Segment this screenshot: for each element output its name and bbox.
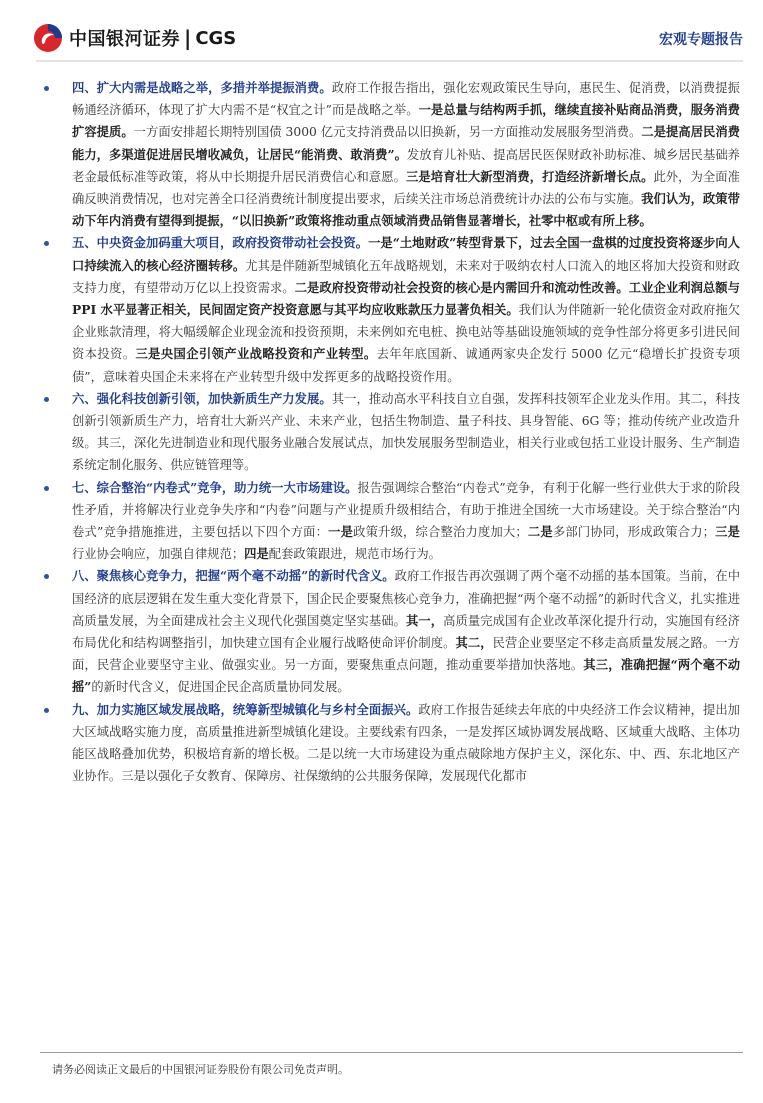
main-content bbox=[40, 77, 740, 788]
bold-text: 一是“土地财政”转型背景下，过去全国一盘棋的过度投资将逐步向人口持续流入的核心经济圈转移。 bbox=[72, 235, 740, 273]
company-logo bbox=[33, 23, 236, 53]
bold-text: 三是 bbox=[714, 524, 740, 540]
body-text: 政策升级，综合整治力度加大； bbox=[353, 525, 528, 540]
section-competition bbox=[40, 477, 740, 566]
bullet-icon bbox=[44, 86, 49, 91]
bold-text: 二是提高居民消费能力，多渠道促进居民增收减负，让居民“能消费、敢消费”。 bbox=[72, 124, 740, 162]
page-header bbox=[0, 0, 763, 66]
bold-text: 其一， bbox=[406, 612, 444, 628]
cgs-logo-icon bbox=[33, 23, 63, 53]
section-heading: 八、聚焦核心竞争力，把握“两个毫不动摇”的新时代含义。 bbox=[72, 568, 395, 584]
bold-text: 我们认为，政策带动下年内消费有望得到提振，“以旧换新”政策将推动重点领域消费品销售显著增长，社零中枢或有所上移。 bbox=[72, 191, 740, 229]
body-text: 我们认为伴随新一轮化债资金对政府拖欠企业账款清理，将大幅缓解企业现金流和投资预期，未来例如充电桩、换电站等基础设施领域的竞争性部分将更多引进民间资本投资。 bbox=[72, 303, 740, 362]
bullet-icon bbox=[44, 574, 49, 579]
section-heading: 九、加力实施区域发展战略，统筹新型城镇化与乡村全面振兴。 bbox=[72, 701, 419, 717]
report-type: 宏观专题报告 bbox=[659, 32, 743, 48]
bullet-icon bbox=[44, 241, 49, 246]
bold-text: 二是政府投资带动社会投资的核心是内需回升和流动性改善。工业企业利润总额与 PPI 水平显著正相关，民间固定资产投资意愿与其平均应收账款压力显著负相关。 bbox=[72, 279, 740, 318]
section-heading: 六、强化科技创新引领，加快新质生产力发展。 bbox=[72, 390, 332, 406]
section-consumption bbox=[40, 77, 740, 232]
body-text: 报告强调综合整治“内卷式”竞争，有利于化解一些行业供大于求的阶段性矛盾，并将解决行业竞争失序和“内卷”问题与产业提质升级相结合，有助于推进全国统一大市场建设。关于综合整治“内卷式”竞争措施推进，主要包括以下四个方面： bbox=[72, 480, 740, 540]
header-divider bbox=[36, 60, 743, 62]
body-text: 行业协会响应，加强自律规范； bbox=[72, 547, 245, 562]
logo-separator: | bbox=[184, 26, 192, 50]
section-innovation bbox=[40, 388, 740, 477]
footer-divider bbox=[40, 1052, 743, 1053]
body-text: 去年年底国新、诚通两家央企发行 5000 亿元“稳增长扩投资专项债”，意味着央国企未来将在产业转型升级中发挥更多的战略投资作用。 bbox=[72, 347, 740, 384]
bold-text: 三是央国企引领产业战略投资和产业转型。 bbox=[135, 346, 377, 362]
body-text: 此外，为全面准确反映消费情况，也对完善全口径消费统计制度提出要求，后续关注市场总消费统计办法的公布与实施。 bbox=[72, 169, 740, 207]
bold-text: 四是 bbox=[244, 546, 269, 562]
body-text: 政府工作报告指出，强化宏观政策民生导向，惠民生、促消费，以消费提振畅通经济循环，体现了扩大内需不是“权宜之计”而是战略之举。 bbox=[72, 81, 740, 118]
body-text: 政府工作报告延续去年底的中央经济工作会议精神，提出加大区域战略实施力度，高质量推进新型城镇化建设。主要线索有四条，一是发挥区域协调发展战略、区域重大战略、主体功能区战略叠加优势，积极培育新的增长极。二是以统一大市场建设为重点破除地方保护主义，深化东、中、西、东北地区产业协作。三是以强化子女教育、保障房、社保缴纳的公共服务保障，发展现代化都市 bbox=[72, 702, 740, 784]
body-text: 高质量完成国有企业改革深化提升行动，实施国有经济布局优化和结构调整指引，加快建立国有企业履行战略使命评价制度。 bbox=[72, 613, 740, 651]
bold-text: 一是总量与结构两手抓，继续直接补贴商品消费，服务消费扩容提质。 bbox=[72, 102, 740, 140]
section-heading: 五、中央资金加码重大项目，政府投资带动社会投资。 bbox=[72, 235, 369, 251]
footer-disclaimer: 请务必阅读正文最后的中国银河证券股份有限公司免责声明。 bbox=[52, 1063, 349, 1076]
section-heading: 四、扩大内需是战略之举，多措并举提振消费。 bbox=[72, 80, 332, 95]
body-text: 的新时代含义，促进国企民企高质量协同发展。 bbox=[91, 680, 350, 695]
bullet-icon bbox=[44, 397, 49, 402]
body-text: 政府工作报告再次强调了两个毫不动摇的基本国策。当前，在中国经济的底层逻辑在发生重大变化背景下，国企民企要聚焦核心竞争力，准确把握“两个毫不动摇”的新时代含义，扎实推进高质量发展，为全面建成社会主义现代化强国奠定坚实基础。 bbox=[72, 569, 740, 628]
bold-text: 三是培育壮大新型消费，打造经济新增长点。 bbox=[406, 168, 654, 184]
body-text: 配套政策跟进，规范市场行为。 bbox=[268, 547, 441, 562]
body-text: 尤其是伴随新型城镇化五年战略规划，未来对于吸纳农村人口流入的地区将加大投资和财政支持力度，有望带动万亿以上投资需求。 bbox=[72, 258, 740, 295]
body-text: 发放育儿补贴、提高居民医保财政补助标准、城乡居民基础养老金最低标准等政策，将从中长期提升居民消费信心和意愿。 bbox=[72, 147, 740, 184]
logo-english-name: CGS bbox=[195, 27, 237, 49]
logo-chinese-name: 中国银河证券 bbox=[69, 29, 180, 50]
body-text: 一方面安排超长期特别国债 3000 亿元支持消费品以旧换新，另一方面推动发展服务型消费。 bbox=[133, 125, 642, 140]
section-investment bbox=[40, 232, 740, 387]
body-text: 其一，推动高水平科技自立自强，发挥科技领军企业龙头作用。其二，科技创新引领新质生产力，培育壮大新兴产业、未来产业，包括生物制造、量子科技、具身智能、6G 等；推动传统产业改造升级。其三，深化先进制造业和现代服务业融合发展试点，加快发展服务型制造业，相关行业或包括工业设计服务、生产制造系统定制化服务、供应链管理等。 bbox=[72, 391, 740, 473]
bold-text: 其二， bbox=[455, 635, 493, 651]
section-regional bbox=[40, 699, 740, 788]
bold-text: 一是 bbox=[328, 524, 354, 540]
body-text: 民营企业要坚定不移走高质量发展之路。一方面，民营企业要坚守主业、做强实业。另一方面，要聚焦重点问题，推动重要举措加快落地。 bbox=[72, 636, 740, 673]
bullet-icon bbox=[44, 708, 49, 713]
section-competitiveness bbox=[40, 565, 740, 698]
section-heading: 七、综合整治“内卷式”竞争，助力统一大市场建设。 bbox=[72, 479, 358, 495]
bullet-icon bbox=[44, 486, 49, 491]
bold-text: 其三，准确把握“两个毫不动摇” bbox=[72, 657, 740, 695]
bold-text: 二是 bbox=[527, 524, 553, 540]
body-text: 多部门协同，形成政策合力； bbox=[552, 525, 715, 540]
